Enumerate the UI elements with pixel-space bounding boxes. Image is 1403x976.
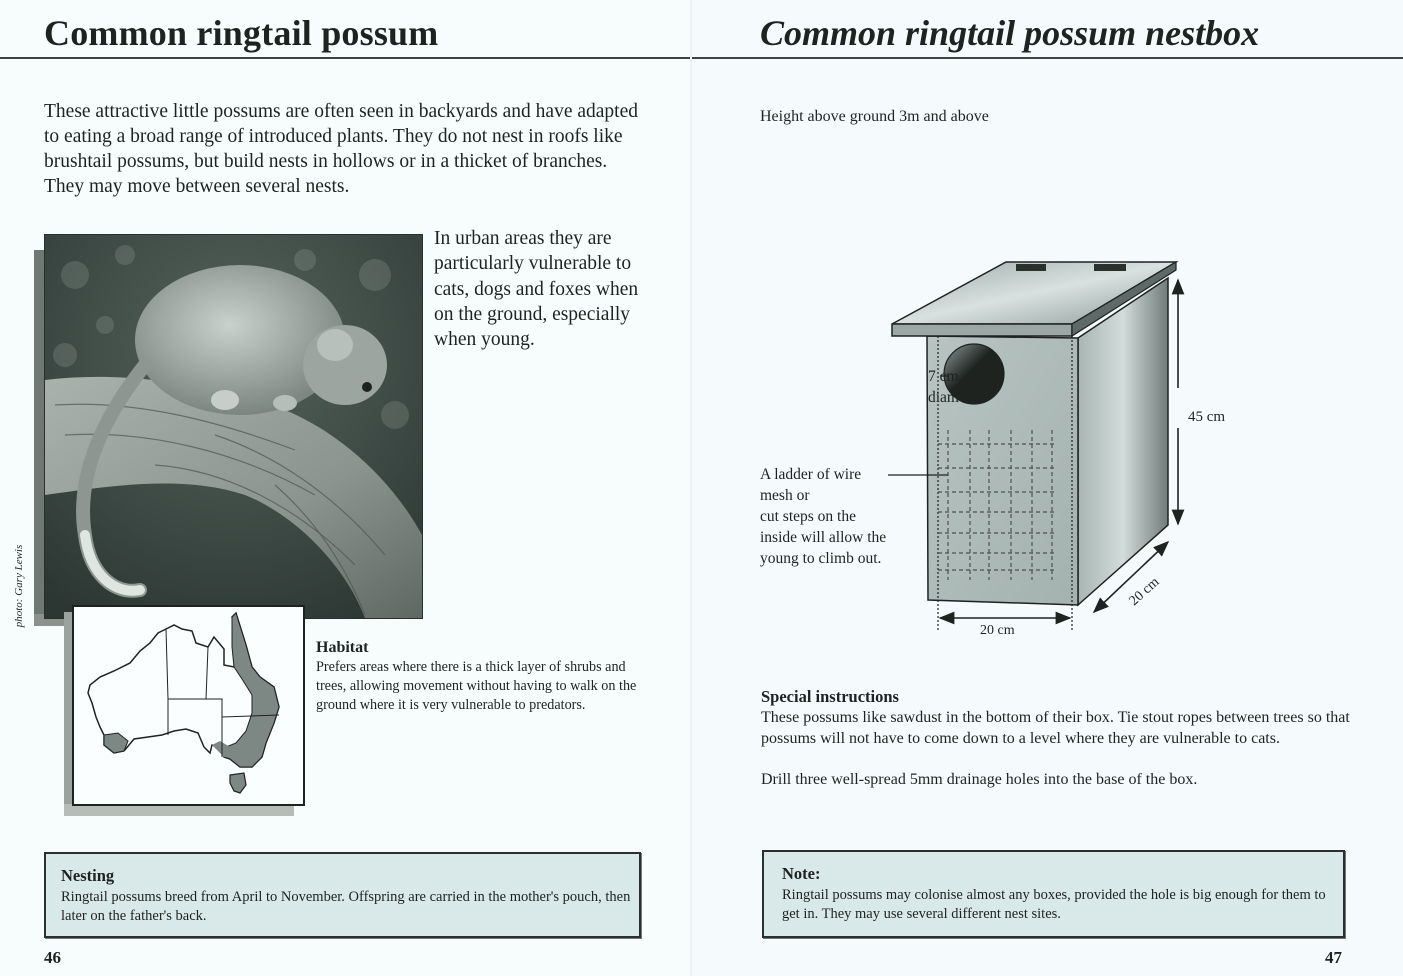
roof-vent <box>1094 264 1126 271</box>
special-text: These possums like sawdust in the bottom of their box. Tie stout ropes between trees so that possums will not have to come down to a level where they are vulnerable to cats. <box>761 709 1350 747</box>
nestbox-diagram <box>882 250 1362 650</box>
left-page <box>0 0 692 976</box>
distribution-map <box>72 605 305 806</box>
roof-vent <box>1016 264 1046 271</box>
photo-credit-text: photo: Gary Lewis <box>13 544 25 628</box>
ladder-label <box>760 464 886 569</box>
ladder-line: A ladder of wire <box>760 466 862 483</box>
page-number-right: 47 <box>1325 948 1342 967</box>
drill-instruction: Drill three well-spread 5mm drainage holes into the base of the box. <box>761 771 1198 788</box>
note-box <box>762 850 1345 938</box>
depth-dimension-label: 20 cm <box>1126 574 1163 609</box>
ladder-line: inside will allow the <box>760 529 887 546</box>
australia-map <box>74 607 303 804</box>
title-rule <box>692 57 1403 59</box>
roof-edge <box>892 324 1072 336</box>
nesting-text: Ringtail possums breed from April to November. Offspring are carried in the mother's pouch, then later on the father's back. <box>61 889 631 924</box>
nesting-box <box>44 852 641 938</box>
page-title: Common ringtail possum nestbox <box>760 13 1260 53</box>
intro-paragraph: These attractive little possums are often seen in backyards and have adapted to eating a broad range of introduced plants. They do not nest in roofs like brushtail possums, but build nests in hollows or in a thicket of branches. They may move between several nests. <box>44 101 638 197</box>
height-dimension-label: 45 cm <box>1188 409 1226 425</box>
nesting-heading: Nesting <box>61 866 115 885</box>
width-dimension-label: 20 cm <box>980 623 1015 638</box>
title-rule <box>0 57 692 59</box>
possum-photo <box>44 234 423 619</box>
habitat-text: Prefers areas where there is a thick layer of shrubs and trees, allowing movement without having to walk on the ground where it is very vulnerable to predators. <box>316 659 637 713</box>
note-text: Ringtail possums may colonise almost any boxes, provided the hole is big enough for them to get in. They may use several different nest sites. <box>782 887 1326 922</box>
possum-photo-illustration <box>45 235 422 618</box>
urban-paragraph: In urban areas they are particularly vulnerable to cats, dogs and foxes when on the ground, especially when young. <box>434 228 639 351</box>
page-title: Common ringtail possum <box>44 13 439 53</box>
box-side <box>1078 278 1168 605</box>
right-page <box>692 0 1403 976</box>
ladder-line: mesh or <box>760 487 810 504</box>
hole-diameter-label: diameter <box>928 389 983 406</box>
special-heading: Special instructions <box>761 687 899 706</box>
photo-credit <box>4 530 34 650</box>
note-heading: Note: <box>782 864 821 883</box>
tasmania <box>230 773 246 793</box>
habitat-section <box>316 638 646 715</box>
ladder-line: cut steps on the <box>760 508 856 525</box>
height-note: Height above ground 3m and above <box>760 108 989 125</box>
habitat-heading: Habitat <box>316 639 369 656</box>
special-instructions <box>761 686 1361 790</box>
hole-size-label: 7 cm <box>928 368 959 385</box>
ladder-line: young to climb out. <box>760 550 882 567</box>
hole-label <box>928 366 982 408</box>
page-number-left: 46 <box>44 948 61 967</box>
